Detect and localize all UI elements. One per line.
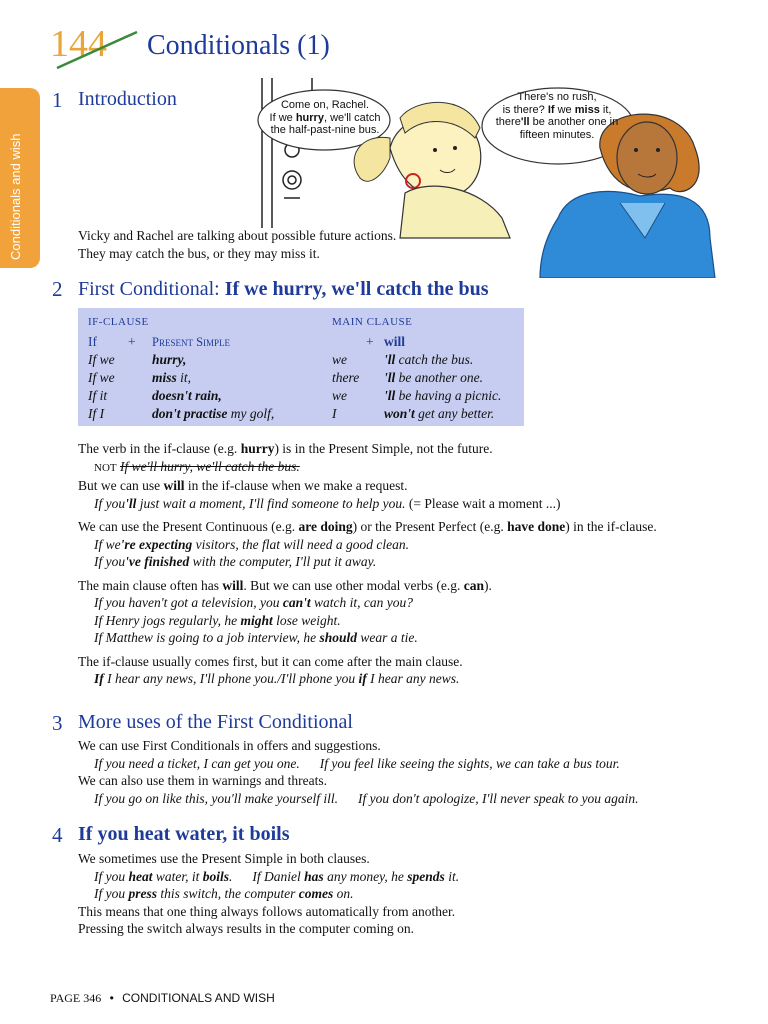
table-cell-subject: we xyxy=(332,388,347,403)
formula-plus-1: + xyxy=(128,334,136,349)
intro-line: They may catch the bus, or they may miss it. xyxy=(78,245,320,261)
section-1-title: Introduction xyxy=(78,88,177,110)
section-4-number: 4 xyxy=(52,823,63,847)
first-conditional-table xyxy=(78,308,524,426)
table-cell-verb: doesn't rain, xyxy=(152,388,222,403)
example-warnings xyxy=(78,790,738,808)
side-tab-label: Conditionals and wish xyxy=(8,133,23,260)
table-cell-if: If it xyxy=(88,388,108,403)
section-2-title xyxy=(78,278,489,301)
page-footer xyxy=(50,991,275,1006)
footer-section: CONDITIONALS AND WISH xyxy=(122,991,275,1005)
bubble-rachel-line: is there? If we miss it, xyxy=(502,103,612,116)
example-modal: If you haven't got a television, you can't watch it, can you? xyxy=(94,595,413,610)
table-cell-verb: hurry, xyxy=(152,352,187,367)
section-2-number: 2 xyxy=(52,277,63,301)
table-cell-if: If we xyxy=(88,352,115,367)
table-cell-main: 'll be another one. xyxy=(384,370,483,385)
para-automatic: This means that one thing always follows automatically from another. xyxy=(78,903,456,919)
table-cell-main: 'll be having a picnic. xyxy=(384,388,502,403)
formula-present-simple: Present Simple xyxy=(152,335,231,349)
table-cell-subject: there xyxy=(332,370,360,385)
intro-text xyxy=(78,227,498,262)
section-4-title: If you heat water, it boils xyxy=(78,823,290,845)
table-header-main-clause: MAIN CLAUSE xyxy=(332,316,413,328)
section-2-body xyxy=(78,440,738,688)
unit-number-strike xyxy=(53,30,139,70)
table-cell-verb: miss it, xyxy=(152,370,192,385)
footer-page: PAGE 346 xyxy=(50,991,102,1005)
table-cell-main: 'll catch the bus. xyxy=(384,352,474,367)
formula-will: will xyxy=(384,334,406,349)
formula-plus-2: + xyxy=(366,334,374,349)
para-order: The if-clause usually comes first, but it can come after the main clause. xyxy=(78,653,463,669)
section-2-title-bold: If we hurry, we'll catch the bus xyxy=(224,278,489,300)
section-3-body xyxy=(78,737,738,807)
not-label: NOT xyxy=(94,461,117,474)
example-warning-a: If you go on like this, you'll make yourself ill. xyxy=(94,790,338,806)
example-offers xyxy=(78,755,738,773)
formula-if: If xyxy=(88,334,97,349)
footer-bullet: • xyxy=(109,991,114,1005)
example-warning-b: If you don't apologize, I'll never speak to you again. xyxy=(357,790,639,806)
para-warnings: We can also use them in warnings and threats. xyxy=(78,773,327,788)
example-request-note: (= Please wait a moment ...) xyxy=(408,495,561,511)
side-tab[interactable] xyxy=(0,88,40,268)
example-both-clauses: If you heat water, it boils. If Daniel has any money, he spends it. xyxy=(94,868,460,884)
table-header-if-clause: IF-CLAUSE xyxy=(88,316,149,328)
para-both-clauses: We sometimes use the Present Simple in both clauses. xyxy=(78,851,370,866)
example-perfect: If you've finished with the computer, I'll put it away. xyxy=(94,554,377,569)
para-present-simple: The verb in the if-clause (e.g. hurry) is in the Present Simple, not the future. xyxy=(78,441,493,456)
section-1-number: 1 xyxy=(52,88,63,112)
bubble-rachel-line: there'll be another one in xyxy=(495,116,619,128)
example-offer-a: If you need a ticket, I can get you one. xyxy=(94,755,300,771)
table-cell-subject: I xyxy=(332,406,337,421)
example-offer-b: If you feel like seeing the sights, we can take a bus tour. xyxy=(319,755,620,771)
table-cell-if: If I xyxy=(88,406,105,421)
section-4-body xyxy=(78,850,738,938)
para-offers: We can use First Conditionals in offers and suggestions. xyxy=(78,738,381,753)
example-order: If I hear any news, I'll phone you./I'll phone you if I hear any news. xyxy=(94,671,460,686)
example-modal: If Henry jogs regularly, he might lose weight. xyxy=(94,612,341,628)
bubble-vicky-line: the half-past-nine bus. xyxy=(270,124,380,136)
bubble-rachel-line: fifteen minutes. xyxy=(519,128,595,141)
unit-title: Conditionals (1) xyxy=(147,30,330,61)
table-cell-if: If we xyxy=(88,370,115,385)
section-2-title-plain: First Conditional: xyxy=(78,278,225,300)
section-3-title: More uses of the First Conditional xyxy=(78,711,353,733)
intro-line: Vicky and Rachel are talking about possible future actions. xyxy=(78,228,397,243)
example-request: If you'll just wait a moment, I'll find someone to help you. (= Please wait a moment ...) xyxy=(94,495,561,511)
section-3-number: 3 xyxy=(52,711,63,735)
para-switch-result: Pressing the switch always results in the computer coming on. xyxy=(78,921,414,936)
bubble-vicky-line: Come on, Rachel. xyxy=(280,99,370,111)
table-cell-verb: don't practise my golf, xyxy=(152,406,275,421)
table-cell-main: won't get any better. xyxy=(384,406,495,421)
speech-bubble-rachel xyxy=(474,91,640,141)
unit-number: 144 xyxy=(50,23,107,65)
speech-bubble-vicky xyxy=(250,99,400,137)
not-example xyxy=(78,458,738,478)
example-modal: If Matthew is going to a job interview, he should wear a tie. xyxy=(94,630,418,645)
not-text: If we'll hurry, we'll catch the bus. xyxy=(119,458,300,474)
example-switch: If you press this switch, the computer comes on. xyxy=(94,886,354,901)
para-will-request: But we can use will in the if-clause when we make a request. xyxy=(78,478,408,493)
bubble-rachel-line: There's no rush, xyxy=(517,91,597,103)
example-continuous: If we're expecting visitors, the flat will need a good clean. xyxy=(94,536,409,552)
bubble-vicky-line: If we hurry, we'll catch xyxy=(269,111,381,124)
table-cell-subject: we xyxy=(332,352,347,367)
para-continuous-perfect: We can use the Present Continuous (e.g. are doing) or the Present Perfect (e.g. have done) in the if-clause. xyxy=(78,519,657,534)
para-modal: The main clause often has will. But we can use other modal verbs (e.g. can). xyxy=(78,577,492,593)
